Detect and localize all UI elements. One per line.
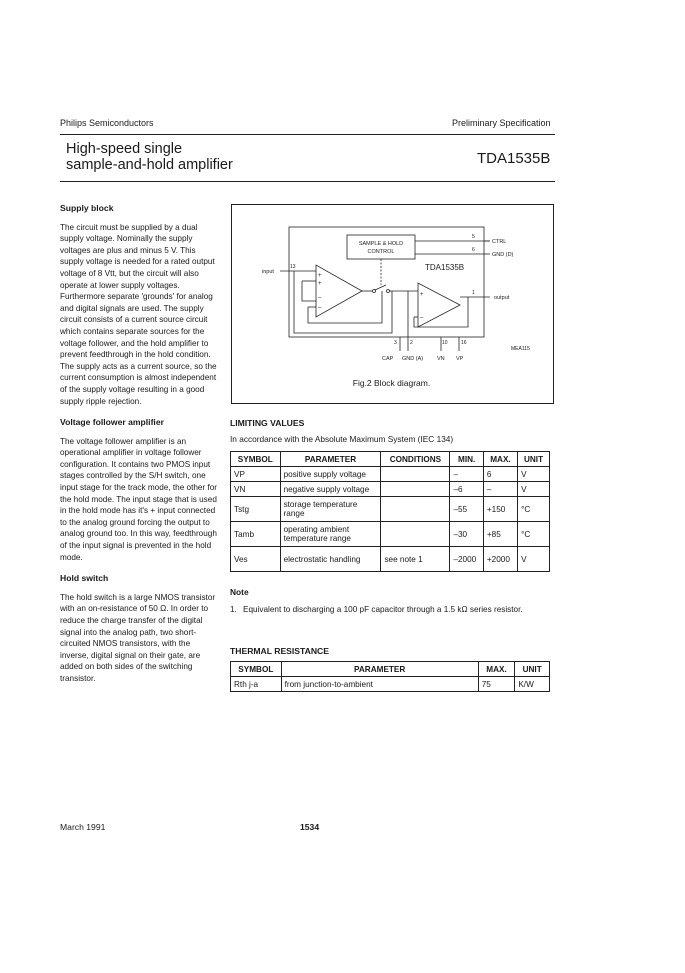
- block-diagram: [232, 205, 553, 403]
- svg-text:+: +: [420, 292, 424, 298]
- cell-parameter: negative supply voltage: [280, 482, 381, 497]
- feedback-1: [302, 281, 316, 301]
- cell-max: +85: [483, 522, 517, 547]
- voltage-follower-text: The voltage follower amplifier is an operational amplifier in voltage follower configuration. It contains two PMOS input stages controlled by the S/H switch, one input stage for the track mode, the other for the hold mode. The input stage that is used in the hold mode has it's + input connected to the analog ground forcing the output to analog ground too. In this way, feedthrough of the input signal is prevented in the hold mode.: [60, 436, 218, 562]
- page-number: 1534: [300, 822, 320, 832]
- note-body: [230, 604, 550, 616]
- block-diagram-figure: [231, 204, 554, 404]
- page-title: [66, 141, 296, 173]
- thermal-resistance-table: [230, 661, 550, 692]
- pin-2: 2: [410, 340, 413, 346]
- left-column: [60, 203, 220, 695]
- cap-label: CAP: [382, 356, 394, 362]
- title-divider: [60, 181, 555, 182]
- cell-max: +150: [483, 497, 517, 522]
- cell-unit: V: [518, 467, 550, 482]
- cell-max: +2000: [483, 547, 517, 572]
- svg-text:–: –: [318, 295, 322, 301]
- pin-16: 16: [461, 340, 467, 346]
- output-label: output: [494, 295, 510, 301]
- cell-conditions: [381, 497, 450, 522]
- figure-ref-code: MEA115: [511, 346, 530, 352]
- table-header-row: [231, 662, 550, 677]
- spec-type: Preliminary Specification: [452, 118, 551, 128]
- table-row: [231, 467, 550, 482]
- cell-min: –30: [450, 522, 483, 547]
- cell-conditions: [381, 522, 450, 547]
- cell-symbol: Ves: [231, 547, 281, 572]
- cell-symbol: Tamb: [231, 522, 281, 547]
- cell-parameter: storage temperature range: [280, 497, 381, 522]
- col-parameter: PARAMETER: [281, 662, 478, 677]
- cell-min: –: [450, 467, 483, 482]
- gnda-label: GND (A): [402, 356, 424, 362]
- svg-text:–: –: [318, 305, 322, 311]
- limiting-values-intro: In accordance with the Absolute Maximum System (IEC 134): [230, 434, 454, 444]
- title-line-1: High-speed single: [66, 141, 183, 157]
- cell-max: 6: [483, 467, 517, 482]
- supply-block-text: The circuit must be supplied by a dual supply voltage. Nominally the supply voltages are plus and minus 5 V. This supply voltage is needed for a rated output voltage of 8 Vtt, but the circuit will also operate at lower supply voltages. Furthermore separate 'grounds' for analog and digital signals are used. The supply circuit consists of a current source circuit which contains separate sources for the voltage follower, and the hold amplifier to prevent feedthrough in the hold condition. The supply acts as a current source, so the current consumption is almost independent of the supply voltage resulting in a good supply ripple rejection.: [60, 222, 217, 406]
- table-row: [231, 497, 550, 522]
- pin-5: 5: [472, 234, 475, 240]
- hold-switch-text: The hold switch is a large NMOS transistor with an on-resistance of 50 Ω. In order to reduce the charge transfer of the digital signal into the analog path, two short-circuited NMOS transistors, with the inverse, digital signal on their gate, are added on both sides of the switching transistor.: [60, 592, 216, 683]
- col-unit: UNIT: [518, 452, 550, 467]
- title-line-2: sample-and-hold amplifier: [66, 157, 233, 173]
- svg-text:–: –: [420, 315, 424, 321]
- note-text: Equivalent to discharging a 100 pF capacitor through a 1.5 kΩ series resistor.: [243, 605, 523, 614]
- cell-conditions: see note 1: [381, 547, 450, 572]
- cell-min: –2000: [450, 547, 483, 572]
- vp-label: VP: [456, 356, 464, 362]
- cell-symbol: Rth j-a: [231, 677, 282, 692]
- cell-max: 75: [478, 677, 515, 692]
- block-label-1: SAMPLE & HOLD: [358, 241, 404, 247]
- gndd-label: GND (D): [492, 252, 514, 258]
- col-symbol: SYMBOL: [231, 452, 281, 467]
- cell-symbol: VN: [231, 482, 281, 497]
- svg-text:+: +: [318, 281, 322, 287]
- switch-blade: [375, 285, 386, 290]
- cell-conditions: [381, 467, 450, 482]
- table-row: [231, 547, 550, 572]
- supply-block-heading: Supply block: [60, 203, 114, 213]
- cell-symbol: VP: [231, 467, 281, 482]
- cell-conditions: [381, 482, 450, 497]
- cell-min: –6: [450, 482, 483, 497]
- part-number: TDA1535B: [477, 150, 551, 167]
- hold-feedback: [414, 297, 468, 327]
- cell-unit: °C: [518, 522, 550, 547]
- cell-unit: V: [518, 547, 550, 572]
- table-row: [231, 522, 550, 547]
- pin-1: 1: [472, 290, 475, 296]
- cell-parameter: from junction-to-ambient: [281, 677, 478, 692]
- header-divider: [60, 134, 555, 135]
- table-row: [231, 677, 550, 692]
- cell-parameter: operating ambient temperature range: [280, 522, 381, 547]
- note-number: 1.: [230, 605, 237, 614]
- figure-caption: Fig.2 Block diagram.: [352, 378, 431, 388]
- thermal-resistance-heading: THERMAL RESISTANCE: [230, 646, 329, 656]
- col-min: MIN.: [450, 452, 483, 467]
- table-header-row: [231, 452, 550, 467]
- footer-date: March 1991: [60, 822, 106, 832]
- cell-max: –: [483, 482, 517, 497]
- pin-3: 3: [394, 340, 397, 346]
- col-unit: UNIT: [515, 662, 550, 677]
- hold-switch-heading: Hold switch: [60, 573, 109, 584]
- cell-unit: V: [518, 482, 550, 497]
- voltage-follower-heading: Voltage follower amplifier: [60, 417, 164, 428]
- block-label-2: CONTROL: [367, 249, 395, 255]
- ctrl-label: CTRL: [492, 239, 507, 245]
- cell-parameter: electrostatic handling: [280, 547, 381, 572]
- note-heading: Note: [230, 587, 249, 597]
- hold-amplifier: [418, 283, 460, 327]
- company-name: Philips Semiconductors: [60, 118, 154, 128]
- chip-label: TDA1535B: [425, 263, 465, 272]
- sample-hold-control-block: [347, 235, 415, 259]
- pin-13: 13: [290, 264, 296, 270]
- cell-min: –55: [450, 497, 483, 522]
- input-label: input: [262, 269, 274, 275]
- cell-unit: K/W: [515, 677, 550, 692]
- col-max: MAX.: [483, 452, 517, 467]
- svg-text:+: +: [318, 273, 322, 279]
- col-max: MAX.: [478, 662, 515, 677]
- pin-10: 10: [442, 340, 448, 346]
- limiting-values-heading: LIMITING VALUES: [230, 418, 305, 428]
- table-row: [231, 482, 550, 497]
- limiting-values-table: [230, 451, 550, 572]
- vn-label: VN: [437, 356, 445, 362]
- cell-unit: °C: [518, 497, 550, 522]
- cell-symbol: Tstg: [231, 497, 281, 522]
- cell-parameter: positive supply voltage: [280, 467, 381, 482]
- col-parameter: PARAMETER: [280, 452, 381, 467]
- pin-6: 6: [472, 247, 475, 253]
- col-symbol: SYMBOL: [231, 662, 282, 677]
- follower-amplifier: [316, 265, 362, 317]
- col-conditions: CONDITIONS: [381, 452, 450, 467]
